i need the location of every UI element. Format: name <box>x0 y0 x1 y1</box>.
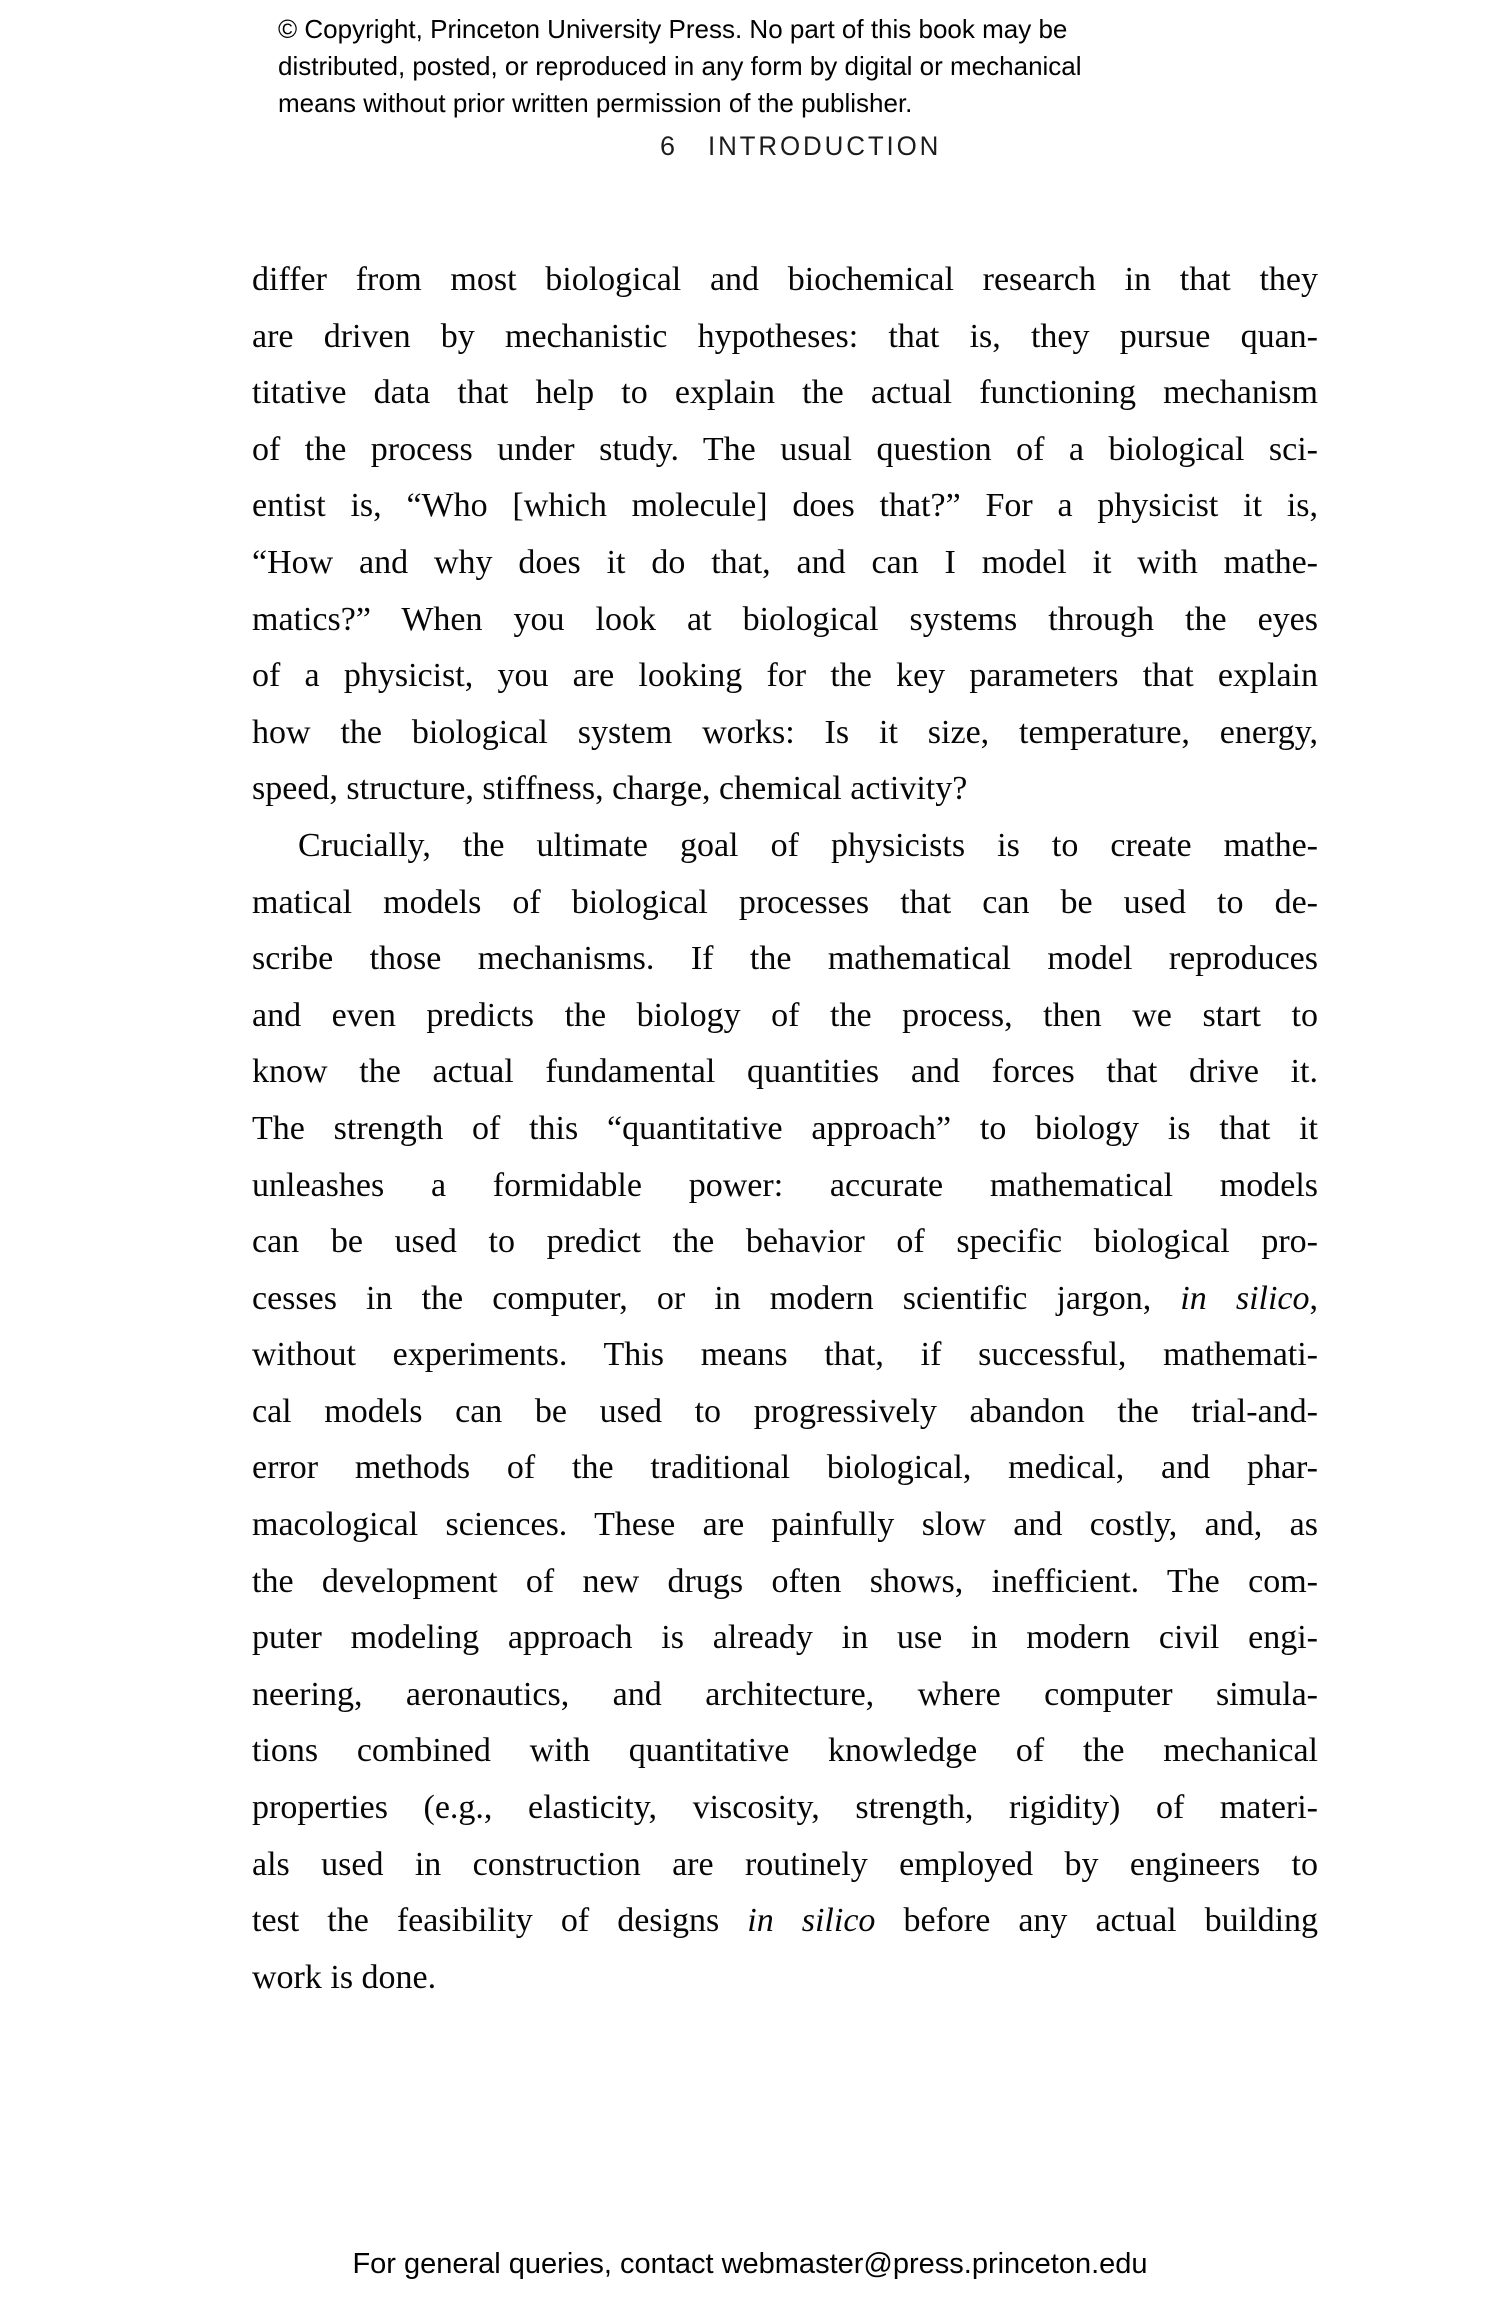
footer-note: For general queries, contact webmaster@press.princeton.edu <box>352 2248 1148 2280</box>
body-line: als used in construction are routinely employed by engineers to <box>252 1845 1318 1883</box>
body-line <box>252 1271 1318 1328</box>
paragraph <box>252 252 1318 818</box>
running-head-title: INTRODUCTION <box>708 131 942 161</box>
body-line: of the process under study. The usual question of a biological sci- <box>252 430 1318 468</box>
body-line: know the actual fundamental quantities and forces that drive it. <box>252 1053 1318 1091</box>
body-line: differ from most biological and biochemical research in that they <box>252 261 1318 298</box>
body-line: The strength of this “quantitative approach” to biology is that it <box>252 1109 1318 1147</box>
body-line: tions combined with quantitative knowledge of the mechanical <box>252 1732 1318 1770</box>
body-line: unleashes a formidable power: accurate mathematical models <box>252 1166 1318 1204</box>
text-segment: test the feasibility of designs <box>252 1902 748 1940</box>
body-line: matical models of biological processes that can be used to de- <box>252 883 1318 921</box>
body-line: can be used to predict the behavior of specific biological pro- <box>252 1223 1318 1261</box>
body-line: of a physicist, you are looking for the key parameters that explain <box>252 657 1318 695</box>
body-line: error methods of the traditional biological, medical, and phar- <box>252 1449 1318 1487</box>
italic-phrase: in silico <box>747 1902 876 1940</box>
italic-phrase: in silico <box>1180 1279 1310 1317</box>
text-segment: , <box>1309 1279 1318 1317</box>
running-head <box>660 131 951 162</box>
body-line: work is done. <box>252 1958 437 1996</box>
body-line: cal models can be used to progressively abandon the trial-and- <box>252 1392 1318 1430</box>
body-line: entist is, “Who [which molecule] does that?” For a physicist it is, <box>252 487 1318 525</box>
body-line: neering, aeronautics, and architecture, where computer simula- <box>252 1675 1318 1713</box>
copyright-line: means without prior written permission of the publisher. <box>278 88 913 118</box>
body-line: are driven by mechanistic hypotheses: that is, they pursue quan- <box>252 317 1318 355</box>
body-line: macological sciences. These are painfully slow and costly, and, as <box>252 1506 1318 1544</box>
body-line: puter modeling approach is already in use in modern civil engi- <box>252 1619 1318 1657</box>
body-line: “How and why does it do that, and can I model it with mathe- <box>252 543 1318 581</box>
paragraph <box>252 818 1318 2006</box>
body-line: speed, structure, stiffness, charge, chemical activity? <box>252 770 968 808</box>
body-line: and even predicts the biology of the process, then we start to <box>252 996 1318 1034</box>
text-segment: before any actual building <box>875 1902 1319 1940</box>
page-number: 6 <box>660 131 676 161</box>
body-line: how the biological system works: Is it size, temperature, energy, <box>252 713 1318 751</box>
body-line: properties (e.g., elasticity, viscosity, strength, rigidity) of materi- <box>252 1789 1318 1827</box>
body-line: the development of new drugs often shows, inefficient. The com- <box>252 1562 1318 1600</box>
body-line: scribe those mechanisms. If the mathematical model reproduces <box>252 940 1318 978</box>
body-line: matics?” When you look at biological systems through the eyes <box>252 600 1318 638</box>
body-line <box>252 1893 1318 1950</box>
body-line: titative data that help to explain the actual functioning mechanism <box>252 374 1318 412</box>
copyright-line: distributed, posted, or reproduced in any form by digital or mechanical <box>278 51 1082 81</box>
body-line: without experiments. This means that, if successful, mathemati- <box>252 1336 1318 1374</box>
body-text <box>252 252 1318 2006</box>
copyright-notice <box>278 11 1268 122</box>
text-segment: cesses in the computer, or in modern scientific jargon, <box>252 1279 1181 1317</box>
copyright-line: © Copyright, Princeton University Press. No part of this book may be <box>278 14 1068 44</box>
body-line: Crucially, the ultimate goal of physicists is to create mathe- <box>298 826 1318 864</box>
